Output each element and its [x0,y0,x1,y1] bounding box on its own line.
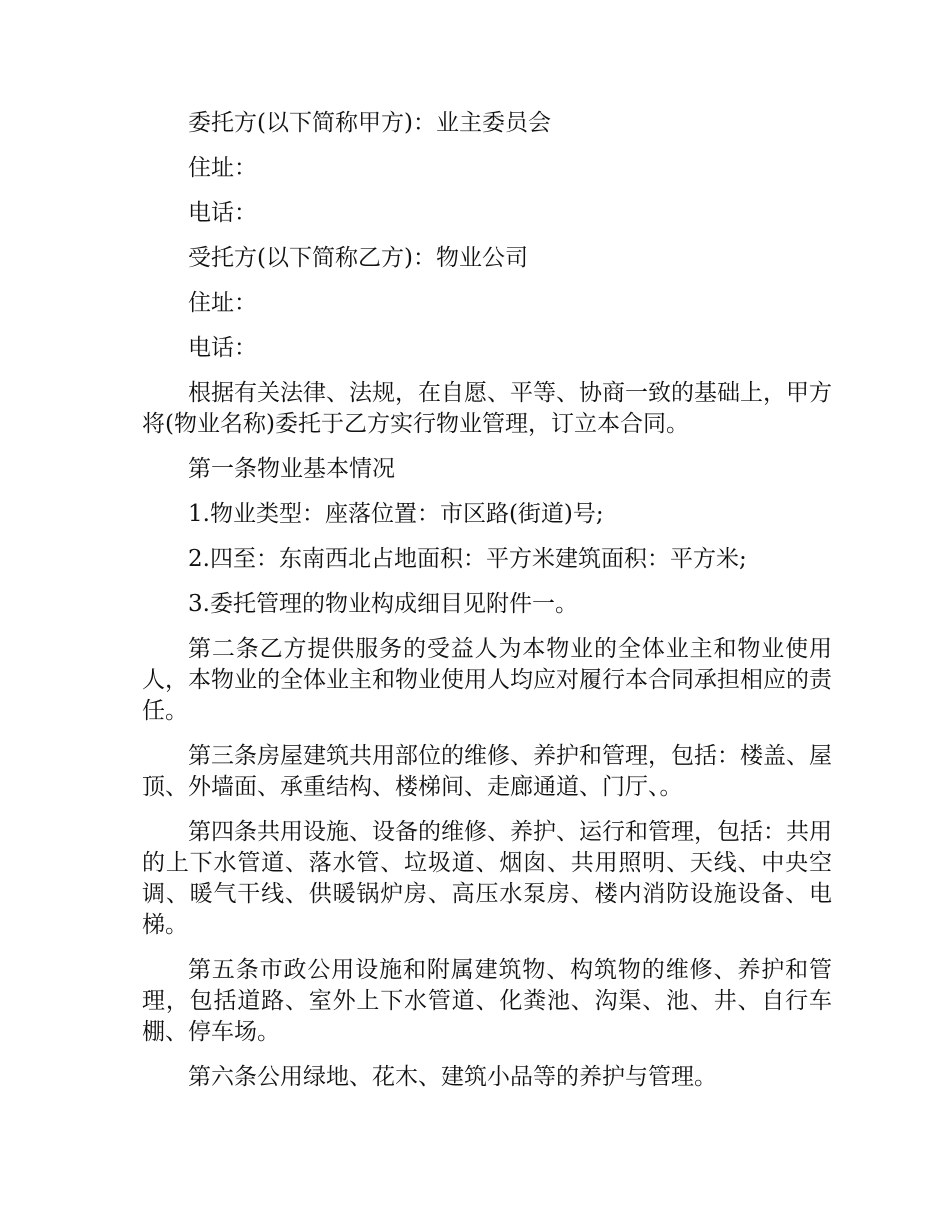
article-5-paragraph: 第五条市政公用设施和附属建筑物、构筑物的维修、养护和管理，包括道路、室外上下水管道、化粪池、沟渠、池、井、自行车棚、停车场。 [142,957,832,1045]
article-2-paragraph: 第二条乙方提供服务的受益人为本物业的全体业主和物业使用人，本物业的全体业主和物业使用人均应对履行本合同承担相应的责任。 [142,636,832,724]
client-party-line: 委托方(以下简称甲方)：业主委员会 [188,110,551,136]
preamble-paragraph: 根据有关法律、法规，在自愿、平等、协商一致的基础上，甲方将(物业名称)委托于乙方实行物业管理，订立本合同。 [142,380,832,437]
article-1-item-2: 2.四至：东南西北占地面积：平方米建筑面积：平方米; [188,546,747,572]
contract-document [142,108,832,1107]
article-6-paragraph: 第六条公用绿地、花木、建筑小品等的养护与管理。 [188,1064,717,1090]
article-1-item-1: 1.物业类型：座落位置：市区路(街道)号; [188,501,604,527]
contractor-phone-line: 电话： [188,335,257,361]
article-1-item-3: 3.委托管理的物业构成细目见附件一。 [188,591,578,617]
article-1-heading: 第一条物业基本情况 [188,456,395,482]
article-3-paragraph: 第三条房屋建筑共用部位的维修、养护和管理，包括：楼盖、屋顶、外墙面、承重结构、楼梯间、走廊通道、门厅、。 [142,743,832,800]
client-phone-line: 电话： [188,200,257,226]
contractor-party-line: 受托方(以下简称乙方)：物业公司 [188,245,528,271]
client-address-line: 住址： [188,155,257,181]
article-4-paragraph: 第四条共用设施、设备的维修、养护、运行和管理，包括：共用的上下水管道、落水管、垃圾道、烟囱、共用照明、天线、中央空调、暖气干线、供暖锅炉房、高压水泵房、楼内消防设施设备、电梯。 [142,819,832,938]
contractor-address-line: 住址： [188,290,257,316]
